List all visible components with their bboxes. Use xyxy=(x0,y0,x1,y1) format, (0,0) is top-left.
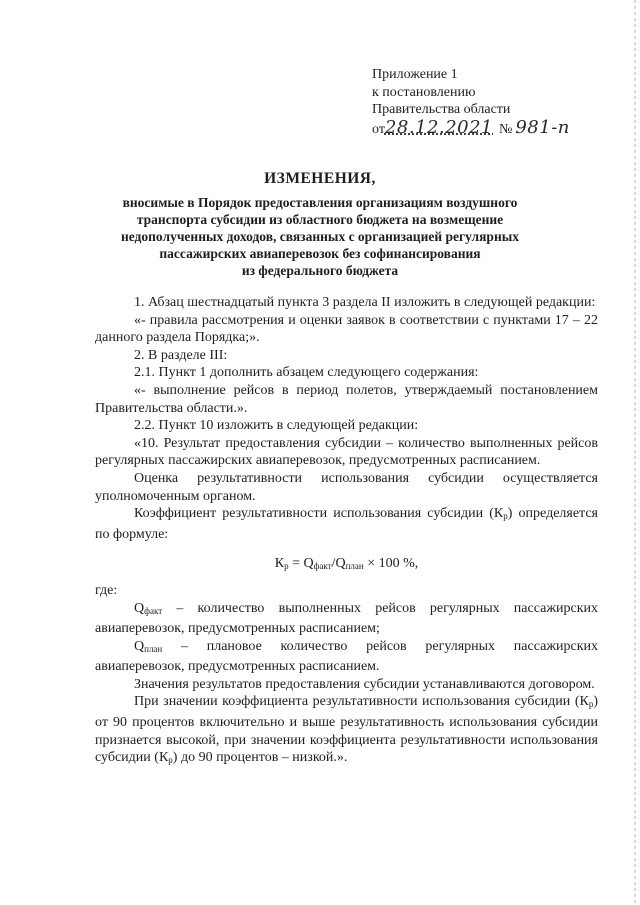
paragraph: Значения результатов предоставления субсидии устанавливаются договором. xyxy=(134,676,595,692)
where-label: где: xyxy=(95,582,118,598)
subscript: факт xyxy=(144,605,163,616)
definition-q-plan xyxy=(95,638,598,676)
handwritten-number: 981-п xyxy=(515,116,570,138)
appendix-block xyxy=(372,66,632,138)
paragraph: 1. Абзац шестнадцатый пункта 3 раздела II изложить в следующей редакции: xyxy=(134,295,596,310)
heading-title: ИЗМЕНЕНИЯ, xyxy=(264,170,376,187)
subscript: р xyxy=(588,699,594,710)
subscript: р xyxy=(284,561,289,572)
formula xyxy=(95,555,598,576)
coefficient-tail: ) определяется по формуле: xyxy=(95,506,598,542)
subscript: план xyxy=(144,643,163,654)
paragraph: 2. В разделе III: xyxy=(134,347,228,363)
formula-k: К xyxy=(274,556,285,572)
subtitle-line: недополученных доходов, связанных с организацией регулярных xyxy=(120,229,520,244)
paragraph: «- выполнение рейсов в период полетов, утверждаемый постановлением Правительства области.». xyxy=(95,382,598,416)
paragraph: 2.1. Пункт 1 дополнить абзацем следующего содержания: xyxy=(134,365,479,381)
heading-subtitle xyxy=(100,194,540,279)
evaluation-b: ) от 90 процентов включительно и выше результативность использования субсидии признается высокой, при значении коэффициента результативности использования субсидии (К xyxy=(95,694,598,766)
q-symbol: Q xyxy=(134,638,145,654)
date-prefix: от xyxy=(372,121,385,137)
evaluation-c: ) до 90 процентов – низкой.». xyxy=(172,750,348,766)
handwritten-date: 28.12.2021 xyxy=(384,116,493,138)
subtitle-line: вносимые в Порядок предоставления организациям воздушного xyxy=(122,195,518,210)
appendix-line-2: к постановлению xyxy=(372,84,476,100)
scan-edge xyxy=(634,0,636,905)
subtitle-line: из федерального бюджета xyxy=(241,263,399,278)
appendix-line-3: Правительства области xyxy=(372,102,511,117)
evaluation-a: При значении коэффициента результативности использования субсидии (К xyxy=(134,694,589,710)
subscript: р xyxy=(503,511,508,522)
definition-q-fact xyxy=(95,600,598,638)
q-fact-definition: – количество выполненных рейсов регулярных пассажирских авиаперевозок, предусмотренных расписанием; xyxy=(95,600,598,637)
appendix-date-line xyxy=(372,116,632,139)
paragraph: «- правила рассмотрения и оценки заявок в соответствии с пунктами 17 – 22 данного раздела Порядка;». xyxy=(95,312,598,346)
subscript: план xyxy=(345,561,364,572)
document-heading xyxy=(100,170,540,279)
paragraph: 2.2. Пункт 10 изложить в следующей редакции: xyxy=(134,418,419,434)
paragraph-evaluation xyxy=(95,693,598,769)
formula-eq: = Q xyxy=(288,556,314,572)
appendix-line-1: Приложение 1 xyxy=(372,67,458,82)
document-body xyxy=(95,294,598,770)
coefficient-text: Коэффициент результативности использования субсидии (К xyxy=(134,506,504,522)
paragraph-coefficient xyxy=(95,505,598,543)
paragraph: «10. Результат предоставления субсидии – количество выполненных рейсов регулярных пассажирских авиаперевозок, предусмотренных расписанием. xyxy=(95,435,598,469)
subtitle-line: пассажирских авиаперевозок без софинансирования xyxy=(159,246,481,261)
subtitle-line: транспорта субсидии из областного бюджета на возмещение xyxy=(136,212,504,227)
formula-tail: × 100 %, xyxy=(363,556,419,572)
q-plan-definition: – плановое количество рейсов регулярных пассажирских авиаперевозок, предусмотренных расписанием. xyxy=(95,638,598,675)
formula-slash: /Q xyxy=(331,556,346,572)
number-sign: № xyxy=(499,121,513,137)
paragraph: Оценка результативности использования субсидии осуществляется уполномоченным органом. xyxy=(95,470,598,504)
subscript: р xyxy=(168,755,173,766)
subscript: факт xyxy=(313,561,332,572)
q-symbol: Q xyxy=(134,600,145,616)
